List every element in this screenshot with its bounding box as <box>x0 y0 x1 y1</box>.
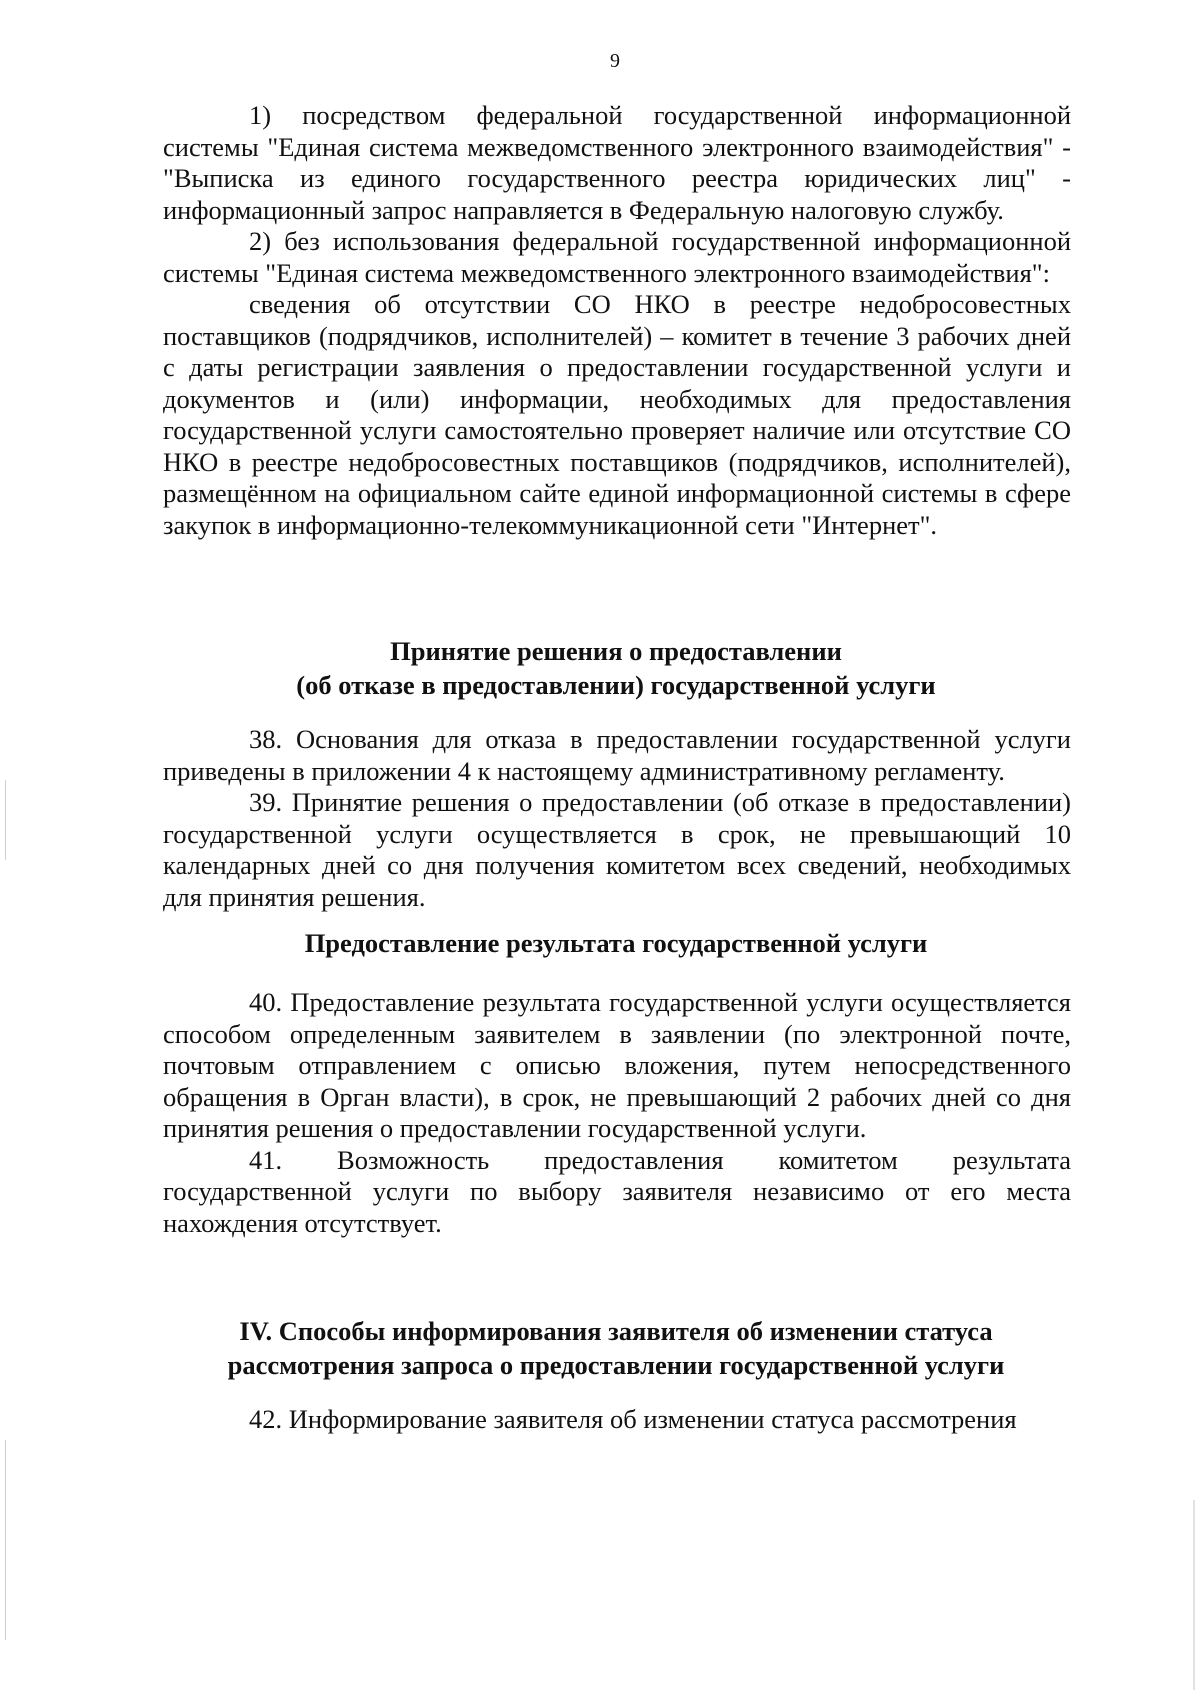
section-decision-items <box>163 724 1071 913</box>
heading-section-iv <box>140 1314 1092 1382</box>
heading-result-line-1: Предоставление результата государственной услуги <box>304 928 928 958</box>
heading-section-iv-line-2: рассмотрения запроса о предоставлении государственной услуги <box>227 1350 1005 1380</box>
scan-edge-mark-left-lower <box>5 1440 6 1640</box>
section-methods-list <box>163 100 1071 541</box>
scan-edge-mark-right <box>1193 1500 1195 1690</box>
heading-decision-line-1: Принятие решения о предоставлении <box>390 636 842 666</box>
section-result-items <box>163 987 1071 1239</box>
paragraph-item-1: 1) посредством федеральной государственной информационной системы "Единая система межведомственного электронного взаимодействия" - "Выписка из единого государственного реестра юридических лиц" - информационный запрос направляется в Федеральную налоговую службу. <box>163 100 1071 225</box>
paragraph-item-2: 2) без использования федеральной государственной информационной системы "Единая система межведомственного электронного взаимодействия": <box>163 226 1071 288</box>
paragraph-39: 39. Принятие решения о предоставлении (об отказе в предоставлении) государственной услуги осуществляется в срок, не превышающий 10 календарных дней со дня получения комитетом всех сведений, необходимых для принятия решения. <box>163 787 1071 912</box>
heading-decision-line-2: (об отказе в предоставлении) государственной услуги <box>296 670 936 700</box>
scan-edge-mark-left <box>5 780 6 860</box>
heading-decision <box>140 634 1092 702</box>
paragraph-42: 42. Информирование заявителя об изменении статуса рассмотрения <box>249 1404 1017 1434</box>
paragraph-41: 41. Возможность предоставления комитетом результата государственной услуги по выбору заявителя независимо от его места нахождения отсутствует. <box>163 1144 1071 1238</box>
heading-section-iv-line-1: IV. Способы информирования заявителя об изменении статуса <box>239 1316 993 1346</box>
paragraph-38: 38. Основания для отказа в предоставлении государственной услуги приведены в приложении 4 к настоящему административному регламенту. <box>163 724 1071 786</box>
heading-result <box>140 926 1092 960</box>
paragraph-40: 40. Предоставление результата государственной услуги осуществляется способом определенным заявителем в заявлении (по электронной почте, почтовым отправлением с описью вложения, путем непосредственного обращения в Орган власти), в срок, не превышающий 2 рабочих дней со дня принятия решения о предоставлении государственной услуги. <box>163 987 1071 1143</box>
page-number: 9 <box>610 50 620 72</box>
paragraph-registry-check: сведения об отсутствии СО НКО в реестре недобросовестных поставщиков (подрядчиков, исполнителей) – комитет в течение 3 рабочих дней с даты регистрации заявления о предоставлении государственной услуги и документов и (или) информации, необходимых для предоставления государственной услуги самостоятельно проверяет наличие или отсутствие СО НКО в реестре недобросовестных поставщиков (подрядчиков, исполнителей), размещённом на официальном сайте единой информационной системы в сфере закупок в информационно-телекоммуникационной сети "Интернет". <box>163 289 1071 540</box>
section-informing-items <box>163 1404 1071 1436</box>
